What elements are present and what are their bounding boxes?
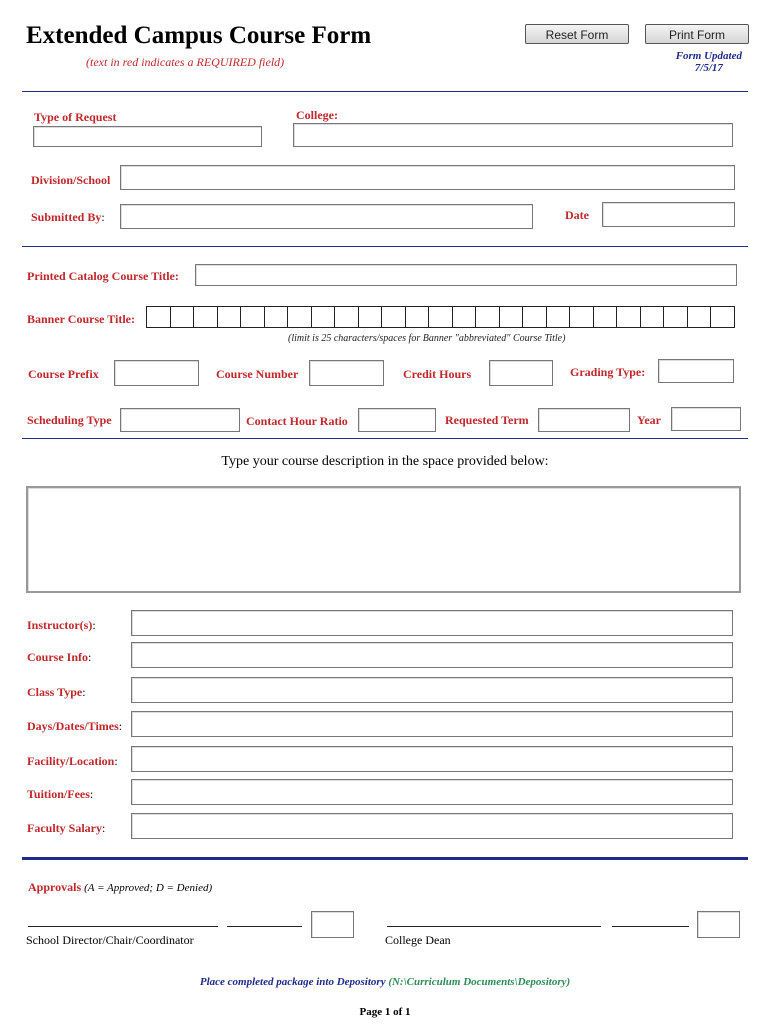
form-updated-label: Form Updated — [675, 50, 742, 62]
detail-label — [27, 787, 93, 802]
catalog-title-field[interactable] — [195, 264, 737, 286]
section-divider-2 — [22, 438, 748, 439]
detail-field[interactable] — [131, 813, 733, 839]
type-of-request-field[interactable] — [33, 126, 262, 147]
dean-signer-label: College Dean — [385, 933, 451, 947]
print-form-button[interactable]: Print Form — [645, 24, 749, 44]
banner-title-char-cell[interactable] — [452, 306, 477, 328]
detail-label-text: Class Type — [27, 685, 83, 699]
banner-title-char-cell[interactable] — [475, 306, 500, 328]
form-title: Extended Campus Course Form — [26, 22, 372, 49]
banner-title-comb-field[interactable] — [147, 306, 735, 328]
course-number-label: Course Number — [216, 367, 299, 381]
banner-title-char-cell[interactable] — [146, 306, 171, 328]
division-field[interactable] — [120, 165, 735, 190]
detail-label — [27, 719, 122, 734]
detail-label — [27, 821, 105, 836]
banner-title-label: Banner Course Title: — [27, 312, 136, 326]
required-note: (text in red indicates a REQUIRED field) — [86, 55, 285, 69]
banner-title-char-cell[interactable] — [193, 306, 218, 328]
college-label: College: — [296, 108, 338, 122]
banner-title-char-cell[interactable] — [311, 306, 336, 328]
banner-title-char-cell[interactable] — [428, 306, 453, 328]
year-label: Year — [637, 413, 661, 427]
year-field[interactable] — [671, 407, 741, 431]
detail-label-text: Days/Dates/Times — [27, 719, 119, 733]
director-decision-box[interactable] — [311, 911, 354, 938]
banner-title-char-cell[interactable] — [569, 306, 594, 328]
scheduling-type-field[interactable] — [120, 408, 240, 432]
detail-field[interactable] — [131, 642, 733, 668]
page-number: Page 1 of 1 — [359, 1006, 411, 1018]
detail-label-text: Tuition/Fees — [27, 787, 90, 801]
date-field[interactable] — [602, 202, 735, 227]
banner-title-char-cell[interactable] — [405, 306, 430, 328]
detail-field[interactable] — [131, 677, 733, 703]
credit-hours-label: Credit Hours — [403, 367, 472, 381]
date-line-dean — [612, 926, 689, 927]
detail-label — [27, 650, 91, 665]
date-label: Date — [565, 208, 589, 222]
approvals-divider — [22, 857, 748, 860]
detail-field[interactable] — [131, 610, 733, 636]
approvals-note: (A = Approved; D = Denied) — [84, 882, 213, 894]
catalog-title-label: Printed Catalog Course Title: — [27, 269, 179, 283]
detail-label-text: Faculty Salary — [27, 821, 102, 835]
banner-title-char-cell[interactable] — [710, 306, 735, 328]
form-updated-date: 7/5/17 — [694, 62, 723, 74]
description-heading: Type your course description in the space provided below: — [221, 454, 549, 469]
banner-title-char-cell[interactable] — [522, 306, 547, 328]
submitted-by-colon: : — [101, 210, 105, 224]
grading-type-label: Grading Type: — [570, 365, 646, 379]
approvals-label — [28, 880, 212, 895]
grading-type-field[interactable] — [658, 359, 734, 383]
detail-label-colon: : — [88, 650, 92, 664]
submitted-by-text: Submitted By — [31, 210, 102, 224]
detail-label-colon: : — [102, 821, 106, 835]
date-line-director — [227, 926, 302, 927]
banner-title-char-cell[interactable] — [217, 306, 242, 328]
requested-term-label: Requested Term — [445, 413, 529, 427]
detail-label-colon: : — [82, 685, 86, 699]
detail-label-colon: : — [114, 754, 118, 768]
credit-hours-field[interactable] — [489, 360, 553, 386]
banner-title-hint: (limit is 25 characters/spaces for Banner "abbreviated" Course Title) — [288, 333, 566, 344]
banner-title-char-cell[interactable] — [663, 306, 688, 328]
banner-title-char-cell[interactable] — [640, 306, 665, 328]
detail-field[interactable] — [131, 779, 733, 805]
depository-text: Place completed package into Depository — [199, 976, 389, 988]
banner-title-char-cell[interactable] — [334, 306, 359, 328]
submitted-by-field[interactable] — [120, 204, 533, 229]
reset-form-button[interactable]: Reset Form — [525, 24, 629, 44]
signature-line-director — [28, 926, 218, 927]
depository-path: (N:\Curriculum Documents\Depository) — [388, 976, 571, 988]
course-number-field[interactable] — [309, 360, 384, 386]
banner-title-char-cell[interactable] — [381, 306, 406, 328]
detail-label — [27, 685, 86, 700]
detail-field[interactable] — [131, 711, 733, 737]
depository-instruction — [0, 976, 770, 988]
submitted-by-label — [31, 210, 105, 225]
detail-label — [27, 618, 96, 633]
detail-label-colon: : — [118, 719, 123, 733]
detail-label-text: Course Info — [27, 650, 89, 664]
banner-title-char-cell[interactable] — [358, 306, 383, 328]
signature-line-dean — [387, 926, 601, 927]
banner-title-char-cell[interactable] — [240, 306, 265, 328]
detail-label-text: Facility/Location — [27, 754, 115, 768]
detail-label — [27, 754, 118, 769]
banner-title-char-cell[interactable] — [287, 306, 312, 328]
banner-title-char-cell[interactable] — [264, 306, 289, 328]
contact-hour-ratio-field[interactable] — [358, 408, 436, 432]
course-prefix-label: Course Prefix — [28, 367, 99, 381]
detail-field[interactable] — [131, 746, 733, 772]
section-divider-1 — [22, 246, 748, 247]
banner-title-char-cell[interactable] — [616, 306, 641, 328]
scheduling-type-label: Scheduling Type — [27, 413, 112, 427]
director-signer-label: School Director/Chair/Coordinator — [26, 933, 194, 947]
contact-hour-ratio-label: Contact Hour Ratio — [246, 414, 348, 428]
college-field[interactable] — [293, 123, 733, 147]
course-prefix-field[interactable] — [114, 360, 199, 386]
banner-title-char-cell[interactable] — [687, 306, 712, 328]
type-of-request-label: Type of Request — [34, 110, 117, 124]
detail-label-colon: : — [92, 618, 96, 632]
detail-label-text: Instructor(s) — [27, 618, 93, 632]
banner-title-char-cell[interactable] — [546, 306, 571, 328]
requested-term-field[interactable] — [538, 408, 630, 432]
header-divider — [22, 91, 748, 92]
course-description-field[interactable] — [26, 486, 741, 593]
division-label: Division/School — [31, 173, 111, 187]
approvals-title: Approvals — [28, 880, 82, 894]
form-updated-note — [676, 50, 742, 74]
detail-label-colon: : — [89, 787, 94, 801]
banner-title-char-cell[interactable] — [170, 306, 195, 328]
banner-title-char-cell[interactable] — [499, 306, 524, 328]
dean-decision-box[interactable] — [697, 911, 740, 938]
banner-title-char-cell[interactable] — [593, 306, 618, 328]
